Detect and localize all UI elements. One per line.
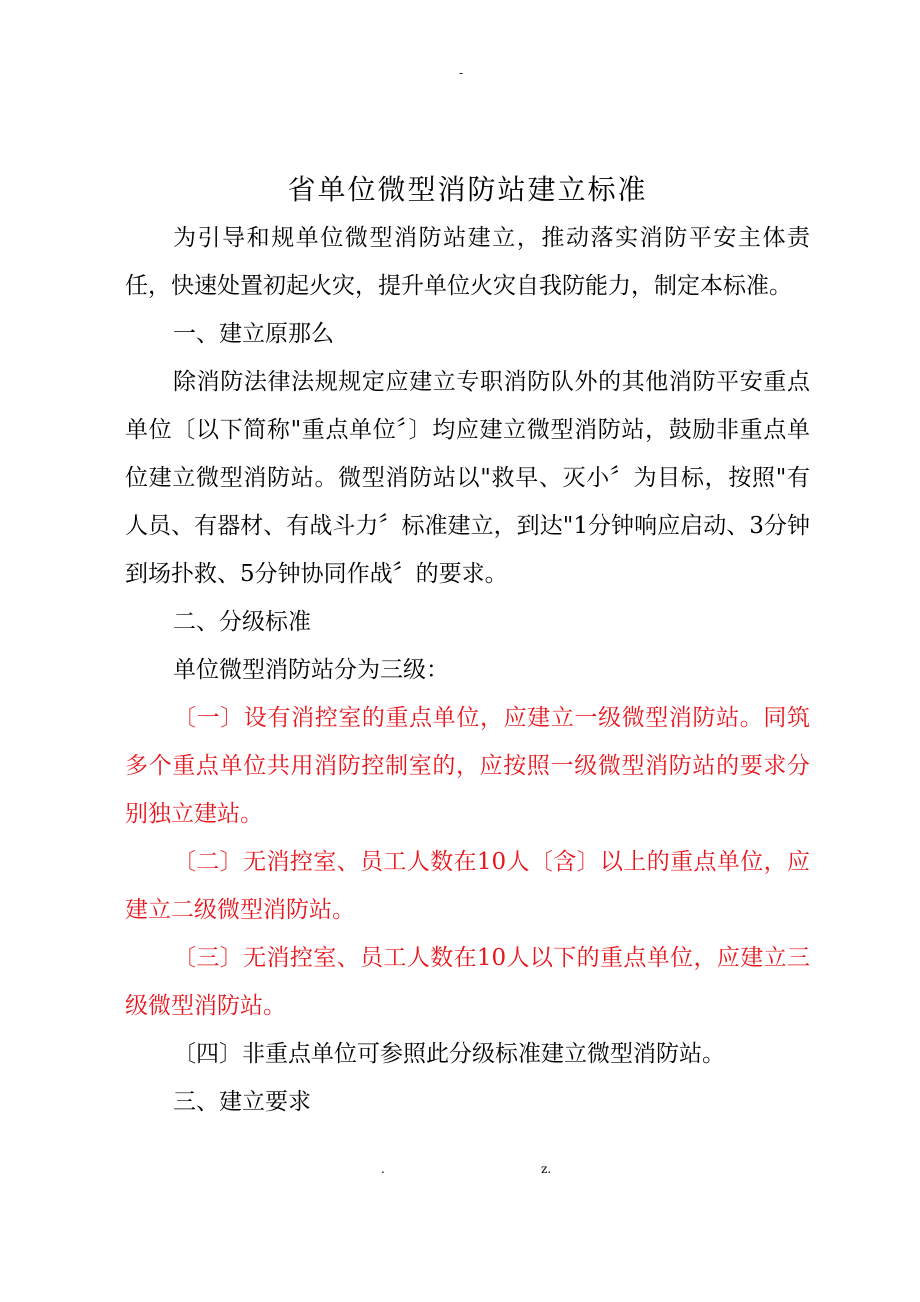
page-header-mark: - bbox=[459, 66, 464, 80]
section-heading-requirements: 三、建立要求 bbox=[173, 1089, 311, 1115]
section-heading-grading: 二、分级标准 bbox=[173, 609, 311, 635]
grade-three-item: 〔三〕无消控室、员工人数在10人以下的重点单位，应建立三级微型消防站。 bbox=[125, 945, 810, 1019]
grading-intro: 单位微型消防站分为三级： bbox=[173, 657, 449, 683]
principle-paragraph: 除消防法律法规规定应建立专职消防队外的其他消防平安重点单位〔以下简称"重点单位〞〕均应建立微型消防站，鼓励非重点单位建立微型消防站。微型消防站以"救早、灭小〞为目标，按照"有人员、有器材、有战斗力〞标准建立，到达"1分钟响应启动、3分钟到场扑救、5分钟协同作战〞的要求。 bbox=[125, 369, 810, 587]
document-title: 省单位微型消防站建立标准 bbox=[287, 173, 648, 206]
grade-one-item: 〔一〕设有消控室的重点单位，应建立一级微型消防站。同筑多个重点单位共用消防控制室的，应按照一级微型消防站的要求分别独立建站。 bbox=[125, 705, 810, 827]
document-body bbox=[125, 166, 810, 1126]
grade-two-item: 〔二〕无消控室、员工人数在10人〔含〕以上的重点单位，应建立二级微型消防站。 bbox=[125, 849, 810, 923]
section-heading-principle: 一、建立原那么 bbox=[173, 321, 334, 347]
page-footer-left-mark: . bbox=[381, 1162, 385, 1176]
grade-four-item: 〔四〕非重点单位可参照此分级标准建立微型消防站。 bbox=[173, 1041, 725, 1067]
page-footer-right-mark: z. bbox=[541, 1162, 552, 1176]
intro-paragraph: 为引导和规单位微型消防站建立，推动落实消防平安主体责任，快速处置初起火灾，提升单位火灾自我防能力，制定本标准。 bbox=[125, 225, 810, 299]
